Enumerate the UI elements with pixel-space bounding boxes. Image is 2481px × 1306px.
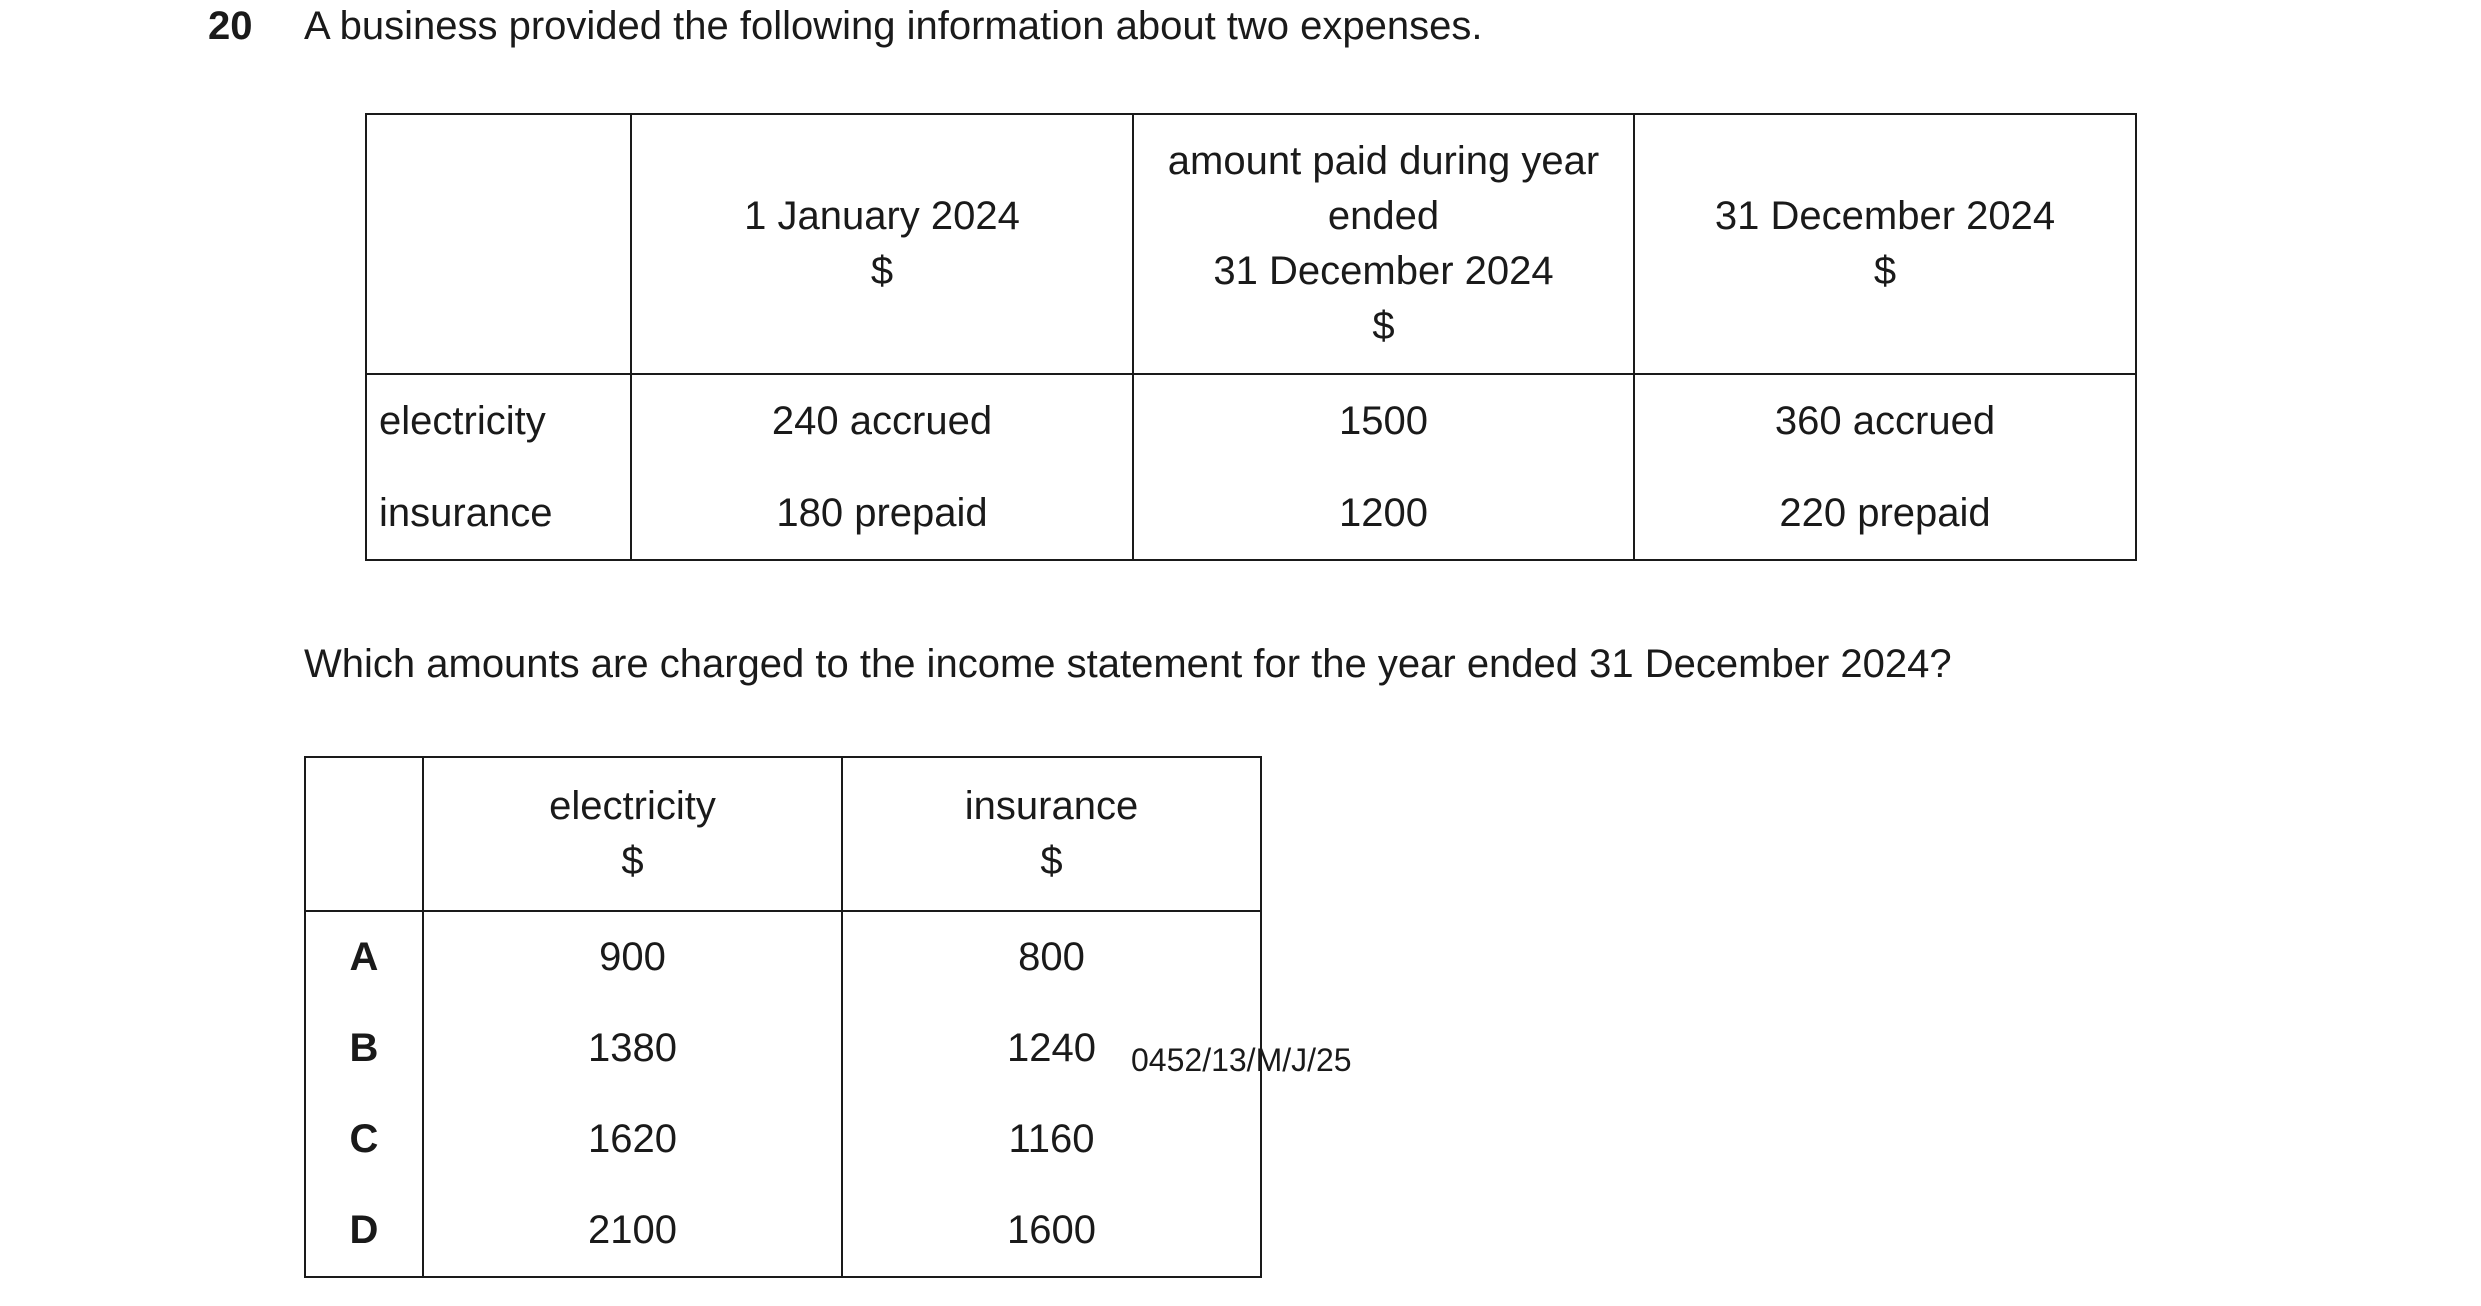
- electricity-amount: 1620: [423, 1094, 842, 1185]
- electricity-amount: 1380: [423, 1003, 842, 1094]
- option-letter: B: [305, 1003, 423, 1094]
- answer-header-blank: [305, 757, 423, 911]
- start-value: 180 prepaid: [631, 467, 1133, 560]
- table-row: [366, 374, 2136, 467]
- row-label: insurance: [366, 467, 631, 560]
- option-letter: C: [305, 1094, 423, 1185]
- info-header-end: 31 December 2024 $: [1634, 114, 2136, 374]
- answer-header-insurance: insurance $: [842, 757, 1261, 911]
- option-letter: D: [305, 1185, 423, 1277]
- info-header-blank: [366, 114, 631, 374]
- paper-code: 0452/13/M/J/25: [1131, 1042, 1352, 1078]
- answer-table-header-row: [305, 757, 1261, 911]
- electricity-amount: 900: [423, 911, 842, 1003]
- info-header-start: 1 January 2024 $: [631, 114, 1133, 374]
- end-value: 360 accrued: [1634, 374, 2136, 467]
- insurance-amount: 1240: [842, 1003, 1261, 1094]
- answer-options-table: [304, 756, 1262, 1278]
- question-number: 20: [208, 4, 253, 48]
- insurance-amount: 1160: [842, 1094, 1261, 1185]
- paid-value: 1200: [1133, 467, 1634, 560]
- row-label: electricity: [366, 374, 631, 467]
- info-header-paid: amount paid during year ended 31 December 2024 $: [1133, 114, 1634, 374]
- end-value: 220 prepaid: [1634, 467, 2136, 560]
- electricity-amount: 2100: [423, 1185, 842, 1277]
- paid-value: 1500: [1133, 374, 1634, 467]
- answer-option-row: [305, 1094, 1261, 1185]
- expenses-info-table: [365, 113, 2137, 561]
- answer-header-electricity: electricity $: [423, 757, 842, 911]
- answer-option-row: [305, 1003, 1261, 1094]
- insurance-amount: 1600: [842, 1185, 1261, 1277]
- question-prompt: Which amounts are charged to the income statement for the year ended 31 December 2024?: [304, 642, 1952, 686]
- info-table-header-row: [366, 114, 2136, 374]
- start-value: 240 accrued: [631, 374, 1133, 467]
- table-row: [366, 467, 2136, 560]
- question-text: A business provided the following information about two expenses.: [304, 4, 1483, 48]
- option-letter: A: [305, 911, 423, 1003]
- answer-option-row: [305, 911, 1261, 1003]
- answer-option-row: [305, 1185, 1261, 1277]
- insurance-amount: 800: [842, 911, 1261, 1003]
